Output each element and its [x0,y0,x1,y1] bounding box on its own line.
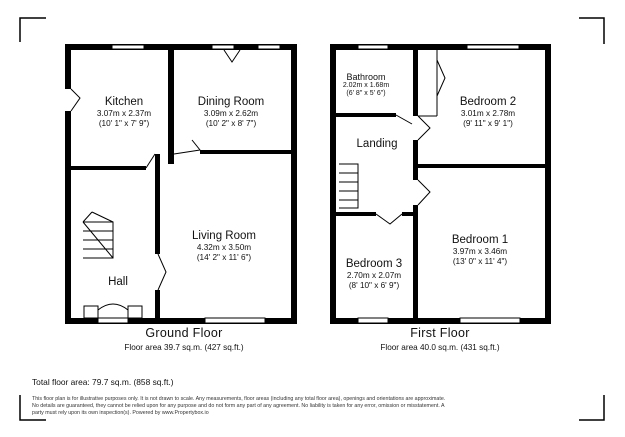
room-bedroom-3 [346,258,402,290]
room-bedroom-1 [452,234,508,266]
room-dimensions-metric: 3.09m x 2.62m [203,109,259,119]
room-name: Bathroom [346,72,386,82]
room-name: Hall [108,276,128,288]
ground-floor-stairs [83,212,113,258]
room-name: Bedroom 3 [345,258,403,270]
room-landing [357,138,398,151]
room-dimensions-imperial: (10' 1" x 7' 9") [98,118,150,128]
room-dimensions-metric: 3.97m x 3.46m [452,247,508,257]
room-name: Bedroom 2 [459,96,517,108]
room-dimensions-metric: 3.01m x 2.78m [460,109,516,119]
room-kitchen [97,96,151,128]
room-dimensions-imperial: (6' 8" x 5' 6") [346,90,386,98]
room-living-room [192,230,256,262]
room-dimensions-imperial: (14' 2" x 11' 6") [196,252,252,262]
room-dimensions-metric: 2.70m x 2.07m [346,271,402,281]
room-name: Living Room [192,230,256,242]
room-dining-room [198,96,264,128]
room-bedroom-2 [460,96,516,128]
ground-floor-area: Floor area 39.7 sq.m. (427 sq.ft.) [124,343,244,352]
room-hall [108,276,128,289]
disclaimer-text: This floor plan is for illustrative purposes only. It is not drawn to scale. Any measurements, floor areas (including any total floor area), openings and orientations are approximate. No details are guaranteed, they cannot be relied upon for any purpose and do not form any part of any agreement. No liability is taken for any error, omission or misstatement. A party must rely upon its own inspection(s). Powered by www.Propertybox.io [32,396,446,416]
room-dimensions-metric: 3.07m x 2.37m [96,109,152,119]
room-name: Dining Room [197,96,265,108]
ground-floor-walls [65,44,297,324]
first-floor-stairs [339,164,358,208]
first-floor-title: First Floor [410,326,470,340]
room-name: Landing [356,138,398,150]
room-dimensions-metric: 2.02m x 1.68m [342,82,390,90]
room-dimensions-imperial: (13' 0" x 11' 4") [452,256,508,266]
room-name: Kitchen [104,96,144,108]
room-dimensions-imperial: (9' 11" x 9' 1") [463,118,513,128]
ground-floor-title: Ground Floor [145,326,223,340]
room-bathroom [343,72,389,98]
room-name: Bedroom 1 [451,234,509,246]
room-dimensions-metric: 4.32m x 3.50m [196,243,252,253]
first-floor-area: Floor area 40.0 sq.m. (431 sq.ft.) [380,343,500,352]
room-dimensions-imperial: (10' 2" x 8' 7") [205,118,257,128]
total-floor-area: Total floor area: 79.7 sq.m. (858 sq.ft.) [32,377,174,387]
room-dimensions-imperial: (8' 10" x 6' 9") [348,280,400,290]
